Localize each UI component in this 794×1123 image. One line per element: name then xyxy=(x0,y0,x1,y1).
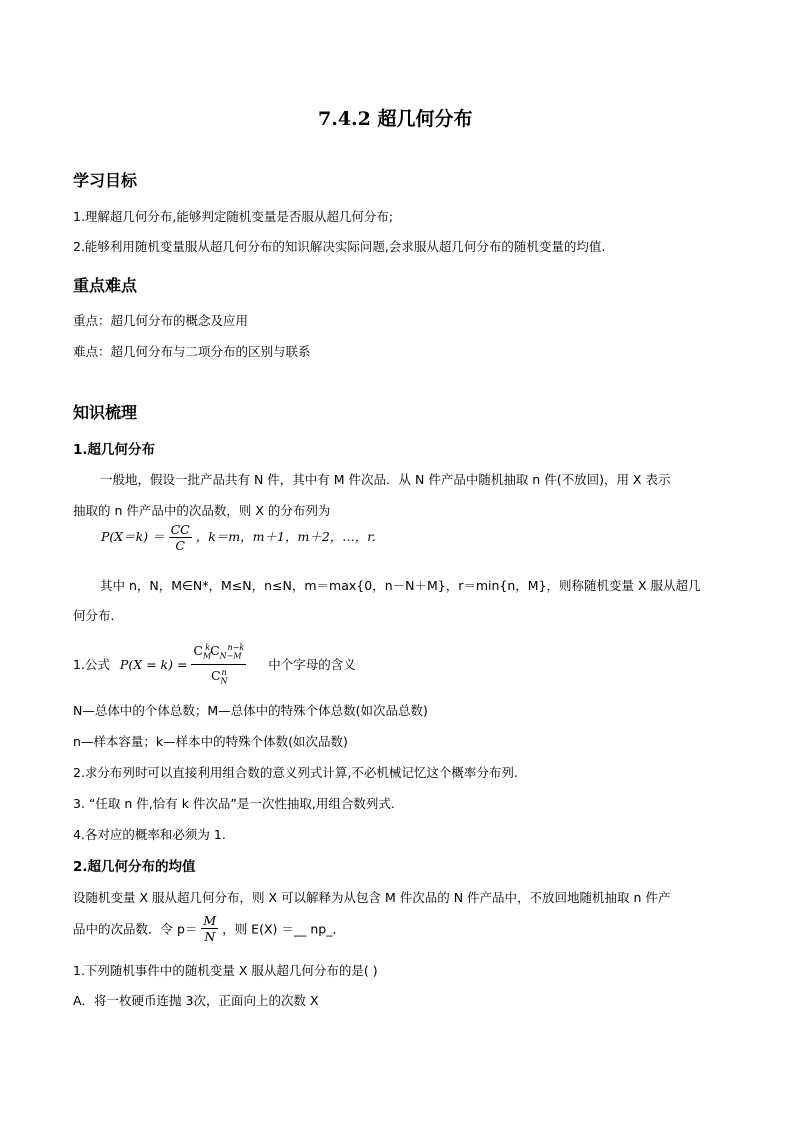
knowledge-heading: 知识梳理 xyxy=(73,403,138,422)
note-line: N—总体中的个体总数；M—总体中的特殊个体总数(如次品总数) xyxy=(73,703,428,718)
objectives-heading: 学习目标 xyxy=(73,171,138,190)
objective-item: 2.能够利用随机变量服从超几何分布的知识解决实际问题,会求服从超几何分布的随机变量的均值. xyxy=(73,239,606,254)
formula2-fraction xyxy=(191,640,246,688)
section1-paragraph-line: 何分布． xyxy=(73,608,124,623)
question-option-a: A．将一枚硬币连抛 3次，正面向上的次数 X xyxy=(73,993,319,1008)
section2-heading: 2.超几何分布的均值 xyxy=(73,859,196,875)
p-numerator: M xyxy=(203,913,217,928)
formula2-lhs: P(X = k) = xyxy=(119,656,188,672)
formula-numerator: CC xyxy=(170,522,190,537)
section2-paragraph-line xyxy=(73,913,345,944)
p-denominator: N xyxy=(204,929,216,944)
para-prefix: 品中的次品数．令 p＝ xyxy=(73,921,198,937)
section1-paragraph-line: 抽取的 n 件产品中的次品数，则 X 的分布列为 xyxy=(73,503,331,518)
p-fraction xyxy=(201,913,218,944)
difficult-point-text: 难点：超几何分布与二项分布的区别与联系 xyxy=(73,344,311,359)
formula-lhs: P(X＝k) ＝ xyxy=(101,529,165,544)
note-line: 4.各对应的概率和必须为 1. xyxy=(73,827,226,842)
objective-item: 1.理解超几何分布,能够判定随机变量是否服从超几何分布; xyxy=(73,209,394,224)
note-line: n—样本容量；k—样本中的特殊个体数(如次品数) xyxy=(73,734,348,749)
formula2-suffix: 中个字母的含义 xyxy=(268,657,356,673)
formula2-prefix: 1.公式 xyxy=(73,657,110,673)
hypergeometric-formula xyxy=(73,640,356,688)
section1-paragraph-line: 一般地，假设一批产品共有 N 件，其中有 M 件次品．从 N 件产品中随机抽取 n 件(不放回)，用 X 表示 xyxy=(100,472,671,487)
formula-fraction xyxy=(169,522,192,553)
section1-paragraph-line: 其中 n，N，M∈N*，M≤N，n≤N，m＝max{0，n－N＋M}，r＝min{n，M}，则称随机变量 X 服从超几 xyxy=(100,578,701,593)
section2-paragraph-line: 设随机变量 X 服从超几何分布，则 X 可以解释为从包含 M 件次品的 N 件产品中，不放回地随机抽取 n 件产 xyxy=(73,890,671,905)
key-points-heading: 重点难点 xyxy=(73,276,138,295)
page-title: 7.4.2 超几何分布 xyxy=(318,108,473,130)
formula2-numerator: $C_M^kC_{N-M}^{n-k}$ xyxy=(191,640,246,665)
note-line: 2.求分布列时可以直接利用组合数的意义列式计算,不必机械记忆这个概率分布列. xyxy=(73,765,518,780)
section1-heading: 1.超几何分布 xyxy=(73,442,156,458)
formula-rhs: ，k＝m，m＋1，m＋2，…，r. xyxy=(195,529,376,544)
para-suffix: ，则 E(X) ＝__ np_． xyxy=(222,921,345,937)
distribution-formula xyxy=(101,522,376,553)
question-stem: 1.下列随机事件中的随机变量 X 服从超几何分布的是( ) xyxy=(73,963,378,978)
key-point-text: 重点：超几何分布的概念及应用 xyxy=(73,313,249,328)
formula-denominator: C xyxy=(175,538,185,553)
note-line: 3. “任取 n 件,恰有 k 件次品”是一次性抽取,用组合数列式. xyxy=(73,796,395,811)
formula2-denominator: $C_N^n$ xyxy=(210,667,228,686)
